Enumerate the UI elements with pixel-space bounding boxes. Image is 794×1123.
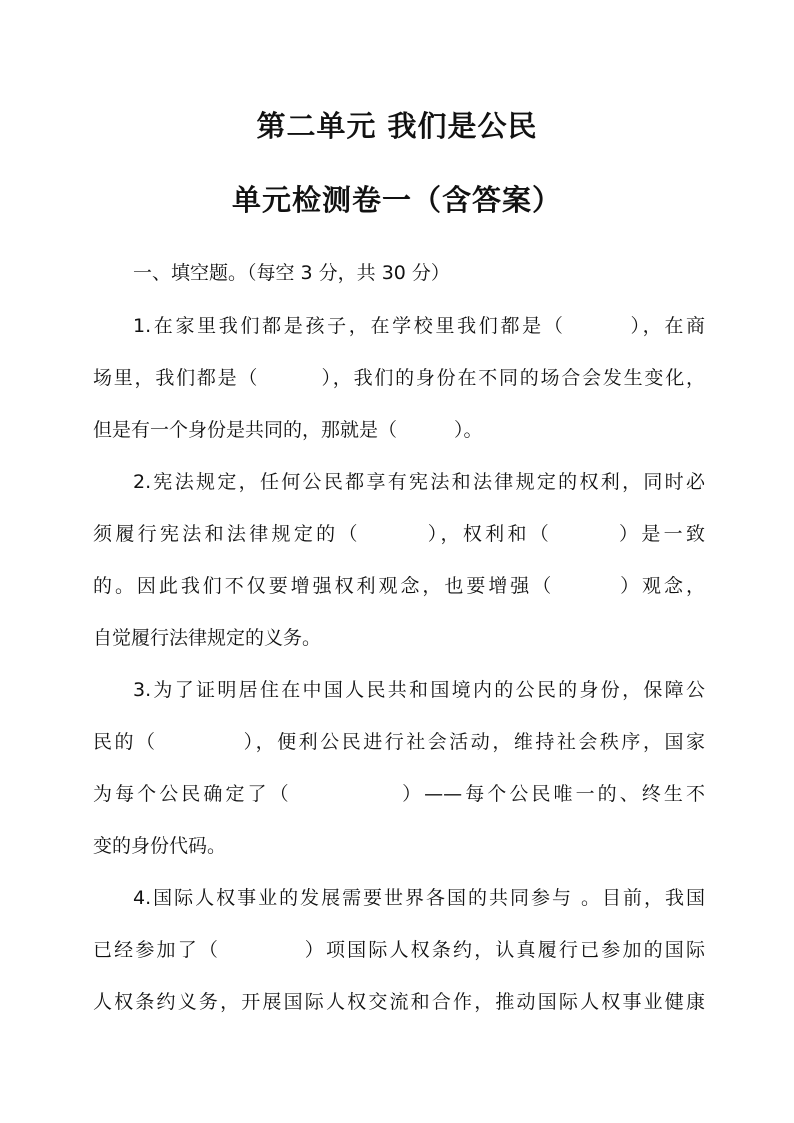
question-1-line-3: 但是有一个身份是共同的，那就是（ ）。 [93,419,483,441]
question-3-line-1: 3.为了证明居住在中国人民共和国境内的公民的身份，保障公 [133,679,705,701]
question-4-line-3: 人权条约义务，开展国际人权交流和合作，推动国际人权事业健康 [93,991,705,1013]
document-title: 第二单元 我们是公民 [256,109,538,143]
question-4-line-2: 已经参加了（ ）项国际人权条约，认真履行已参加的国际 [93,939,705,961]
question-2-line-2: 须履行宪法和法律规定的（ ），权利和（ ）是一致 [93,523,705,545]
question-3-line-2: 民的（ ），便利公民进行社会活动，维持社会秩序，国家 [93,731,705,753]
question-3-line-4: 变的身份代码。 [93,835,227,857]
question-2-line-1: 2.宪法规定，任何公民都享有宪法和法律规定的权利，同时必 [133,471,705,493]
question-3-line-3: 为每个公民确定了（ ）——每个公民唯一的、终生不 [93,783,705,805]
question-1-line-2: 场里，我们都是（ ），我们的身份在不同的场合会发生变化， [93,367,705,389]
document-subtitle: 单元检测卷一（含答案） [231,183,562,217]
question-4-line-1: 4.国际人权事业的发展需要世界各国的共同参与 。目前，我国 [133,887,705,909]
question-2-line-4: 自觉履行法律规定的义务。 [93,627,322,649]
section-heading: 一、填空题。（每空 3 分，共 30 分） [133,262,450,284]
question-1-line-1: 1.在家里我们都是孩子，在学校里我们都是（ ），在商 [133,315,705,337]
question-2-line-3: 的。因此我们不仅要增强权利观念，也要增强（ ）观念， [93,575,705,597]
